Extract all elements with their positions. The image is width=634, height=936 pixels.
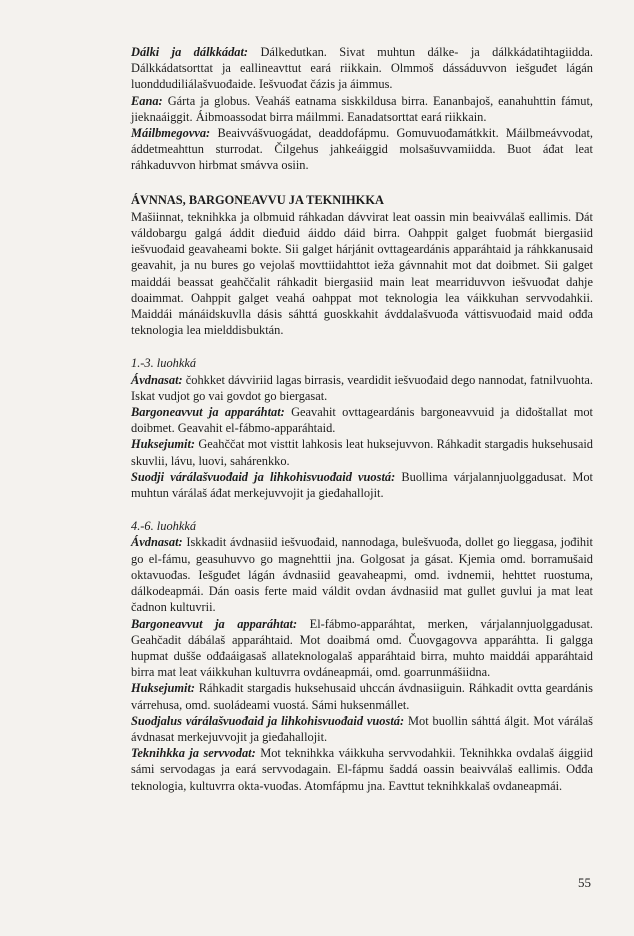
term-label: Bargoneavvut ja apparáhtat:	[131, 405, 285, 420]
constructions-paragraph	[131, 680, 593, 712]
term-text: Iskkadit ávdnasiid iešvuođaid, nannodaga, bulešvuođa, dollet go lieggasa, jođihit go el-fámu, geasuhuvvo go magnehttii jna. Golgosat ja gásat. Kjemia omd. borramušaid oktavuođas. Iešguđet lágán ávdnasiid geavaheapmi, omd. ivdnemii, hehttet ruostuma, dálkodeapmái. Dán oasis ferte maid váldit ovdan ávdnasiid mat gullet guvlui ja mat leat čadnon kultuvrii.	[131, 535, 593, 615]
term-text: Ráhkadit stargadis huksehusaid uhccán ávdnasiiguin. Ráhkadit ovtta geardánis várrehusa, omd. suoládeami vuostá. Sámi huksenmállet.	[131, 681, 593, 712]
term-text: Dálkedutkan. Sivat muhtun dálke- ja dálkkádatihtagiidda. Dálkkádatsorttat ja eallineavttut eará riikkain. Olmmoš dássáduvvon iešguđet lágán luonddudiliálašvuođaide. Iešvuođat čázis ja áimmus.	[131, 45, 593, 92]
constructions-paragraph	[131, 436, 593, 468]
term-label: Teknihkka ja servvodat:	[131, 746, 256, 761]
safety-paragraph	[131, 469, 593, 501]
term-text: Geavahit ovttageardánis bargoneavvuid ja diđoštallat mot doibmet. Geavahit el-fábmo-apparáhtaid.	[131, 405, 593, 436]
term-text: Mot buollin sáhttá álgit. Mot várálaš ávdnasat merkejuvvojit ja gieđahallojit.	[131, 713, 594, 744]
term-text: Gárta ja globus. Veaháš eatnama siskkildusa birra. Eananbajoš, eanahuhttin fámut, jieknaáiggit. Áibmoassodat birra máilmmi. Eanadatsorttat eará riikkain.	[131, 93, 593, 124]
grades-4-6-blocks	[131, 534, 593, 793]
grades-1-3-subheading: 1.-3. luohkká	[131, 356, 197, 371]
term-label: Eana:	[131, 93, 163, 108]
term-label: Huksejumit:	[131, 681, 196, 696]
term-text: Beaivvášvuogádat, deaddofápmu. Gomuvuođamátkkit. Máilbmeávvodat, áddetmeahttun sturrodat. Čilgehus jahkeáiggid molsašuvvamiidda. Buot áđat leat ráhkaduvvon hirbmat smávva osiin.	[131, 126, 593, 173]
safety-paragraph	[131, 713, 593, 745]
term-label: Suodji várálašvuođaid ja lihkohisvuođaid vuostá:	[131, 469, 396, 484]
term-label: Suodjalus várálašvuođaid ja lihkohisvuođaid vuostá:	[131, 713, 405, 728]
earth-paragraph	[131, 93, 593, 125]
worldview-paragraph	[131, 125, 593, 174]
tools-paragraph	[131, 616, 593, 681]
page-content	[131, 44, 593, 794]
technology-society-paragraph	[131, 745, 593, 794]
materials-paragraph	[131, 534, 593, 615]
term-label: Dálki ja dálkkádat:	[131, 45, 249, 59]
materials-paragraph	[131, 372, 593, 404]
term-text: Buollima várjalannjuolggadusat. Mot muhtun várálaš áđat merkejuvvojit ja gieđahallojit.	[131, 469, 593, 501]
term-label: Ávdnasat:	[131, 372, 183, 387]
term-text: Geahččat mot visttit lahkosis leat huksejuvvon. Ráhkadit stargadis huksehusaid skuvlii, lávu, luovi, sahárenkko.	[131, 437, 593, 468]
term-text: Mot teknihkka váikkuha servvodahkii. Teknihkka ovdalaš áiggiid sámi servodagas ja eará servvodagain. El-fápmu šaddá oassin beaivválaš eallimis. Ođđa teknologia, kultuvrra okta-vuođas. Atomfápmu jna. Eavttut teknihkkalaš ovdaneapmái.	[131, 746, 593, 793]
term-text: čohkket dávviriid lagas birrasis, veardidit iešvuođaid dego nannodat, fatnilvuohta. Iskat vudjot go vai govdot go biergasat.	[131, 372, 593, 403]
term-label: Máilbmegovva:	[131, 126, 211, 141]
term-label: Ávdnasat:	[131, 535, 183, 550]
section-heading: ÁVNNAS, BARGONEAVVU JA TEKNIHKKA	[131, 192, 384, 207]
term-text: El-fábmo-apparáhtat, merken, várjalannjuolggadusat. Geahčadit dábálaš apparáhtaid. Mot doaibmá omd. Čuovgagovva apparáhtta. Ii galgga hupmat dušše ođđaáigasaš allateknologalaš apparáhtaid birra, muhto maiddái apparáhtaid birra mat leat váikkuhan kultuvrra ovdáneapmái, omd. goarrunmášiidna.	[131, 616, 593, 680]
term-label: Bargoneavvut ja apparáhtat:	[131, 616, 298, 631]
term-label: Huksejumit:	[131, 437, 196, 452]
intro-blocks	[131, 44, 593, 174]
section-intro: Mašiinnat, teknihkka ja olbmuid ráhkadan dávvirat leat oassin min beaivválaš eallimis. Dát váldobargu galgá áddit dieđuid áiddo dáid birra. Oahppit galget fuobmát biergasiid iešvuođaid geavaheami bokte. Sii galget hárjánit ovttageardánis apparáhtaid ja ráhkkanusaid geavahit, ja nu bures go vejolaš movttiidahttot ieža gávnnahit mot dat doibmet. Sii galget maiddái beassat geahččalit ráhkadit biergasiid main leat mearriduvvon iešvuođat dahje doaimmat. Oahppit galget veahá oahppat mot teknologia lea váikkuhan servvodahkii. Maiddái mánáidskuvlla dásis sáhttá guoskkahit ávddalašvuođa váttisvuođaid maid ođđa teknologia lea mielddisbuktán.	[131, 209, 593, 338]
grades-4-6-subheading: 4.-6. luohkká	[131, 519, 197, 534]
tools-paragraph	[131, 404, 593, 436]
climate-paragraph	[131, 44, 593, 93]
grades-1-3-blocks	[131, 372, 593, 502]
page-number: 55	[578, 875, 591, 890]
